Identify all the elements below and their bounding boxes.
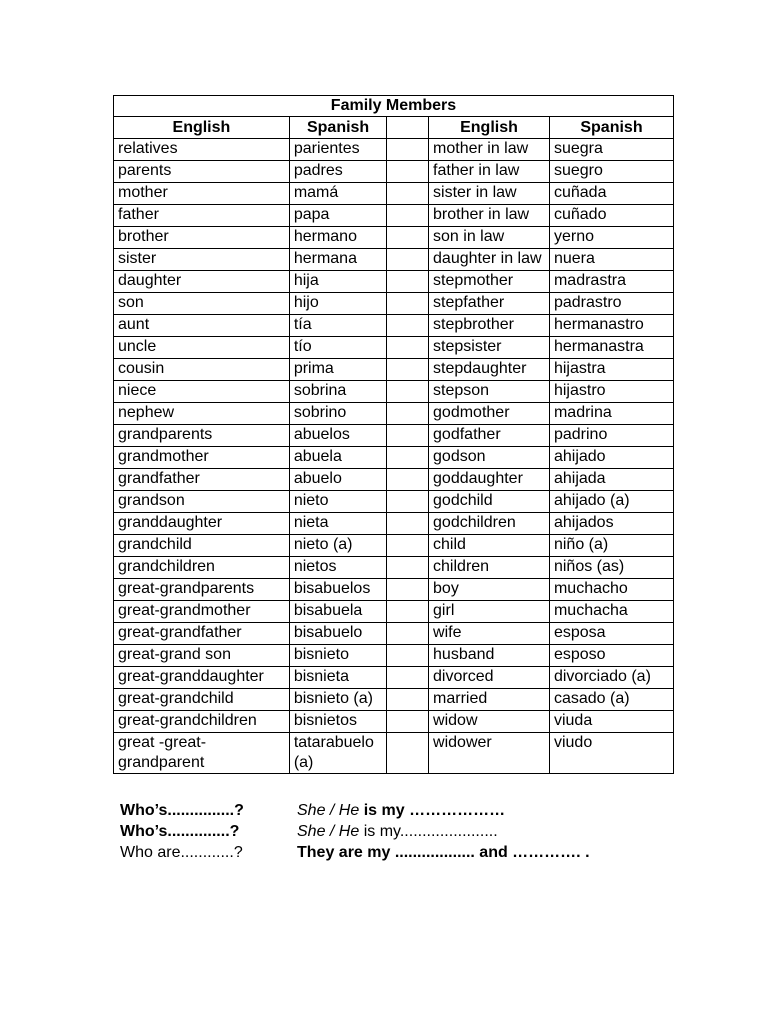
english-term: great-grand son [114, 645, 290, 667]
table-header-row [114, 117, 674, 139]
english-term: great -great-grandparent [114, 733, 290, 774]
header-english-1: English [114, 117, 290, 139]
spanish-term: ahijado [549, 447, 673, 469]
table-row [114, 403, 674, 425]
spanish-term: suegro [549, 161, 673, 183]
spanish-term: bisabuela [289, 601, 387, 623]
gap-cell [387, 183, 429, 205]
english-term: child [429, 535, 550, 557]
answer-pronoun: She / He [297, 823, 360, 840]
english-term: grandparents [114, 425, 290, 447]
gap-cell [387, 227, 429, 249]
english-term: mother [114, 183, 290, 205]
english-term: great-grandchild [114, 689, 290, 711]
english-term: sister [114, 249, 290, 271]
spanish-term: tatarabuelo (a) [289, 733, 387, 774]
english-term: great-granddaughter [114, 667, 290, 689]
english-term: godson [429, 447, 550, 469]
table-row [114, 359, 674, 381]
spanish-term: mamá [289, 183, 387, 205]
gap-cell [387, 403, 429, 425]
gap-cell [387, 513, 429, 535]
table-row [114, 337, 674, 359]
table-title: Family Members [114, 96, 674, 117]
gap-cell [387, 425, 429, 447]
english-term: cousin [114, 359, 290, 381]
english-term: boy [429, 579, 550, 601]
spanish-term: hermanastra [549, 337, 673, 359]
phrase-question: Who are............? [120, 844, 243, 861]
spanish-term: papa [289, 205, 387, 227]
english-term: sister in law [429, 183, 550, 205]
english-term: brother [114, 227, 290, 249]
spanish-term: bisnieto (a) [289, 689, 387, 711]
table-row [114, 711, 674, 733]
spanish-term: niños (as) [549, 557, 673, 579]
spanish-term: hijo [289, 293, 387, 315]
spanish-term: muchacho [549, 579, 673, 601]
spanish-term: ahijada [549, 469, 673, 491]
spanish-term: abuelos [289, 425, 387, 447]
header-english-2: English [429, 117, 550, 139]
header-spanish-2: Spanish [549, 117, 673, 139]
table-row [114, 183, 674, 205]
spanish-term: prima [289, 359, 387, 381]
english-term: daughter in law [429, 249, 550, 271]
english-term: aunt [114, 315, 290, 337]
spanish-term: esposo [549, 645, 673, 667]
gap-cell [387, 447, 429, 469]
table-row [114, 491, 674, 513]
gap-cell [387, 469, 429, 491]
spanish-term: muchacha [549, 601, 673, 623]
spanish-term: padrino [549, 425, 673, 447]
spanish-term: nieta [289, 513, 387, 535]
spanish-term: hermano [289, 227, 387, 249]
english-term: grandfather [114, 469, 290, 491]
gap-cell [387, 249, 429, 271]
english-term: godchild [429, 491, 550, 513]
gap-cell [387, 557, 429, 579]
header-gap [387, 117, 429, 139]
spanish-term: divorciado (a) [549, 667, 673, 689]
answer-text: is my ……………… [359, 802, 506, 819]
spanish-term: nuera [549, 249, 673, 271]
spanish-term: sobrino [289, 403, 387, 425]
spanish-term: madrina [549, 403, 673, 425]
english-term: grandchildren [114, 557, 290, 579]
table-title-row [114, 96, 674, 117]
spanish-term: hijastro [549, 381, 673, 403]
english-term: stepson [429, 381, 550, 403]
gap-cell [387, 711, 429, 733]
english-term: godchildren [429, 513, 550, 535]
answer-text: is my...................... [359, 823, 498, 840]
phrase-answer [297, 800, 505, 821]
spanish-term: ahijados [549, 513, 673, 535]
table-row [114, 425, 674, 447]
table-row [114, 579, 674, 601]
english-term: grandson [114, 491, 290, 513]
gap-cell [387, 579, 429, 601]
english-term: husband [429, 645, 550, 667]
spanish-term: bisabuelos [289, 579, 387, 601]
spanish-term: cuñado [549, 205, 673, 227]
gap-cell [387, 161, 429, 183]
english-term: father in law [429, 161, 550, 183]
table-row [114, 535, 674, 557]
table-row [114, 667, 674, 689]
spanish-term: niño (a) [549, 535, 673, 557]
spanish-term: parientes [289, 139, 387, 161]
spanish-term: hija [289, 271, 387, 293]
spanish-term: casado (a) [549, 689, 673, 711]
gap-cell [387, 601, 429, 623]
gap-cell [387, 645, 429, 667]
english-term: wife [429, 623, 550, 645]
english-term: great-grandmother [114, 601, 290, 623]
table-row [114, 381, 674, 403]
english-term: godfather [429, 425, 550, 447]
spanish-term: bisabuelo [289, 623, 387, 645]
table-row [114, 315, 674, 337]
english-term: uncle [114, 337, 290, 359]
gap-cell [387, 535, 429, 557]
table-row [114, 623, 674, 645]
table-row [114, 293, 674, 315]
spanish-term: abuela [289, 447, 387, 469]
phrase-question: Who’s...............? [120, 802, 244, 819]
spanish-term: nieto (a) [289, 535, 387, 557]
table-row [114, 161, 674, 183]
gap-cell [387, 491, 429, 513]
spanish-term: cuñada [549, 183, 673, 205]
gap-cell [387, 139, 429, 161]
english-term: brother in law [429, 205, 550, 227]
table-row [114, 645, 674, 667]
table-row [114, 557, 674, 579]
spanish-term: hermana [289, 249, 387, 271]
header-spanish-1: Spanish [289, 117, 387, 139]
english-term: mother in law [429, 139, 550, 161]
spanish-term: tío [289, 337, 387, 359]
english-term: parents [114, 161, 290, 183]
phrase-answer [297, 821, 498, 842]
english-term: father [114, 205, 290, 227]
english-term: great-grandparents [114, 579, 290, 601]
english-term: godmother [429, 403, 550, 425]
table-row [114, 733, 674, 774]
english-term: nephew [114, 403, 290, 425]
table-body [114, 139, 674, 774]
table-row [114, 689, 674, 711]
table-row [114, 469, 674, 491]
english-term: stepdaughter [429, 359, 550, 381]
gap-cell [387, 667, 429, 689]
english-term: daughter [114, 271, 290, 293]
table-row [114, 205, 674, 227]
gap-cell [387, 293, 429, 315]
gap-cell [387, 623, 429, 645]
spanish-term: sobrina [289, 381, 387, 403]
english-term: son in law [429, 227, 550, 249]
table-row [114, 139, 674, 161]
spanish-term: hijastra [549, 359, 673, 381]
phrase-answer: They are my .................. and …………. . [297, 844, 590, 861]
table-row [114, 227, 674, 249]
gap-cell [387, 359, 429, 381]
table-row [114, 271, 674, 293]
spanish-term: nieto [289, 491, 387, 513]
table-row [114, 249, 674, 271]
spanish-term: nietos [289, 557, 387, 579]
spanish-term: padres [289, 161, 387, 183]
gap-cell [387, 733, 429, 774]
gap-cell [387, 381, 429, 403]
spanish-term: bisnietos [289, 711, 387, 733]
table-row [114, 513, 674, 535]
gap-cell [387, 689, 429, 711]
gap-cell [387, 337, 429, 359]
english-term: son [114, 293, 290, 315]
spanish-term: yerno [549, 227, 673, 249]
spanish-term: abuelo [289, 469, 387, 491]
english-term: girl [429, 601, 550, 623]
english-term: goddaughter [429, 469, 550, 491]
english-term: grandmother [114, 447, 290, 469]
english-term: great-grandchildren [114, 711, 290, 733]
answer-pronoun: She / He [297, 802, 360, 819]
gap-cell [387, 315, 429, 337]
spanish-term: madrastra [549, 271, 673, 293]
english-term: married [429, 689, 550, 711]
english-term: relatives [114, 139, 290, 161]
english-term: great-grandfather [114, 623, 290, 645]
spanish-term: bisnieto [289, 645, 387, 667]
spanish-term: viuda [549, 711, 673, 733]
english-term: stepbrother [429, 315, 550, 337]
table-row [114, 447, 674, 469]
spanish-term: viudo [549, 733, 673, 774]
english-term: widower [429, 733, 550, 774]
english-term: children [429, 557, 550, 579]
english-term: stepsister [429, 337, 550, 359]
spanish-term: padrastro [549, 293, 673, 315]
spanish-term: tía [289, 315, 387, 337]
spanish-term: ahijado (a) [549, 491, 673, 513]
gap-cell [387, 205, 429, 227]
english-term: stepfather [429, 293, 550, 315]
gap-cell [387, 271, 429, 293]
family-members-table [113, 95, 674, 774]
spanish-term: esposa [549, 623, 673, 645]
spanish-term: bisnieta [289, 667, 387, 689]
english-term: stepmother [429, 271, 550, 293]
english-term: widow [429, 711, 550, 733]
english-term: granddaughter [114, 513, 290, 535]
english-term: divorced [429, 667, 550, 689]
english-term: grandchild [114, 535, 290, 557]
spanish-term: suegra [549, 139, 673, 161]
table-row [114, 601, 674, 623]
phrase-question: Who’s..............? [120, 823, 240, 840]
spanish-term: hermanastro [549, 315, 673, 337]
english-term: niece [114, 381, 290, 403]
